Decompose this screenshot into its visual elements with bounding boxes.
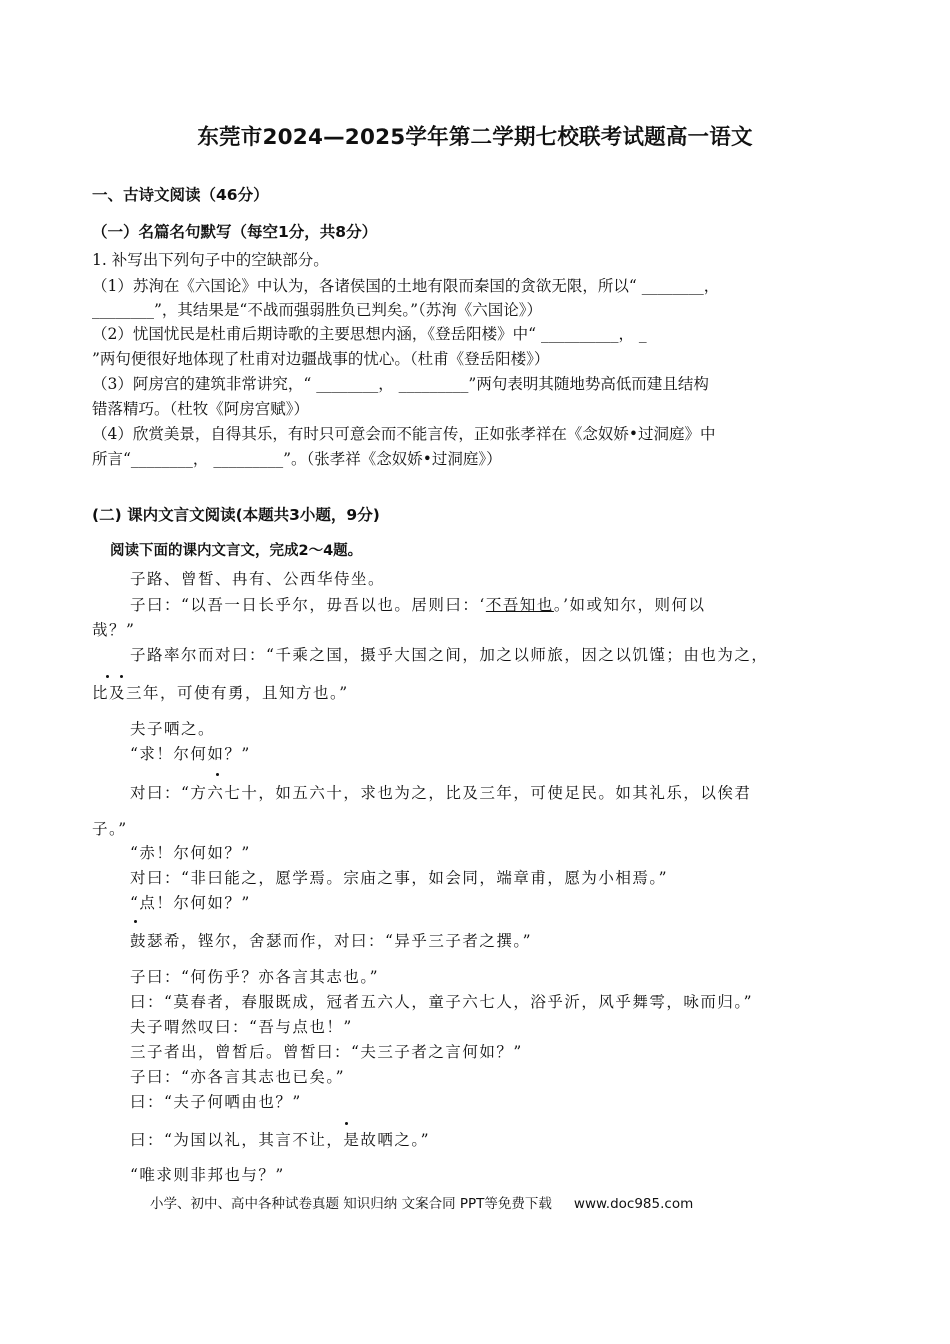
passage-paragraph: 曰：“莫春者，春服既成，冠者五六人，童子六七人，浴乎沂，风乎舞雩，咏而归。” [130, 993, 754, 1011]
passage-paragraph: 对曰：“非曰能之，愿学焉。宗庙之事，如会同，端章甫，愿为小相焉。” [130, 869, 669, 887]
passage-paragraph: 曰：“为国以礼，其言不让，是故哂之。” [130, 1131, 431, 1149]
passage-paragraph: 夫子喟然叹曰：“吾与点也！” [130, 1018, 353, 1036]
question-line: （2）忧国忧民是杜甫后期诗歌的主要思想内涵，《登岳阳楼》中“ __________， _ [92, 325, 647, 343]
question-line: （1）苏洵在《六国论》中认为，各诸侯国的土地有限而秦国的贪欲无限，所以“ ________， [92, 277, 720, 295]
passage-paragraph: “唯求则非邦也与？” [130, 1166, 285, 1184]
page-footer [150, 1192, 693, 1212]
page-title: 东莞市2024—2025学年第二学期七校联考试题高一语文 [197, 125, 753, 150]
section-heading-classical: 一、古诗文阅读（46分） [92, 186, 269, 204]
question-line: ”两句便很好地体现了杜甫对边疆战事的忧心。（杜甫《登岳阳楼》） [92, 350, 550, 368]
passage-paragraph: 子曰：“何伤乎？亦各言其志也。” [130, 968, 380, 986]
passage-text: 。’如或知尔，则何以 [553, 596, 706, 614]
passage-paragraph: 三子者出，曾皙后。曾皙曰：“夫三子者之言何如？” [130, 1043, 523, 1061]
underlined-phrase: 不吾知也 [485, 596, 554, 614]
question-stem: 1. 补写出下列句子中的空缺部分。 [92, 251, 329, 269]
passage-paragraph: “赤！尔何如？” [130, 844, 251, 862]
passage-paragraph: 夫子哂之。 [130, 720, 216, 738]
passage-paragraph-cont: 子。” [92, 820, 128, 838]
passage-paragraph: “点！尔何如？” [130, 894, 251, 912]
passage-paragraph: 鼓瑟希，铿尔，舍瑟而作，对曰：“异乎三子者之撰。” [130, 932, 533, 950]
passage-paragraph: 曰：“夫子何哂由也？” [130, 1093, 302, 1111]
question-line: ________”，其结果是“不战而强弱胜负已判矣。”（苏洵《六国论》） [92, 301, 543, 319]
emphasis-dot [134, 920, 137, 923]
passage-paragraph-cont: 哉？” [92, 621, 136, 639]
question-line: （4）欣赏美景，自得其乐，有时只可意会而不能言传，正如张孝祥在《念奴娇•过洞庭》中 [92, 425, 716, 443]
reading-instruction: 阅读下面的课内文言文，完成2～4题。 [110, 543, 363, 559]
passage-paragraph: 对曰：“方六七十，如五六十，求也为之，比及三年，可使足民。如其礼乐，以俟君 [130, 784, 752, 802]
passage-text: 子曰：“以吾一日长乎尔，毋吾以也。居则曰：‘ [130, 596, 486, 614]
subsection-heading-recitation: （一）名篇名句默写（每空1分，共8分） [92, 223, 378, 241]
footer-text: 小学、初中、高中各种试卷真题 知识归纳 文案合同 PPT等免费下载 [150, 1196, 552, 1212]
passage-paragraph: 子路、曾皙、冉有、公西华侍坐。 [130, 570, 386, 588]
question-line: （3）阿房宫的建筑非常讲究，“ ________， _________”两句表明其随地势高低而建且结构 [92, 375, 709, 393]
passage-paragraph: 子路率尔而对曰：“千乘之国，摄乎大国之间，加之以师旅，因之以饥馑；由也为之， [130, 646, 769, 664]
subsection-heading-reading: (二) 课内文言文阅读(本题共3小题，9分) [92, 506, 380, 524]
emphasis-dot [345, 1122, 348, 1125]
emphasis-dot [216, 773, 219, 776]
passage-paragraph-cont: 比及三年，可使有勇，且知方也。” [92, 684, 349, 702]
footer-url: www.doc985.com [573, 1196, 694, 1212]
question-line: 错落精巧。（杜牧《阿房宫赋》） [92, 400, 310, 418]
emphasis-dot [120, 675, 123, 678]
passage-paragraph [130, 593, 706, 615]
emphasis-dot [106, 675, 109, 678]
passage-paragraph: “求！尔何如？” [130, 745, 251, 763]
question-line: 所言“________， _________”。（张孝祥《念奴娇•过洞庭》） [92, 450, 502, 468]
passage-paragraph: 子曰：“亦各言其志也已矣。” [130, 1068, 346, 1086]
